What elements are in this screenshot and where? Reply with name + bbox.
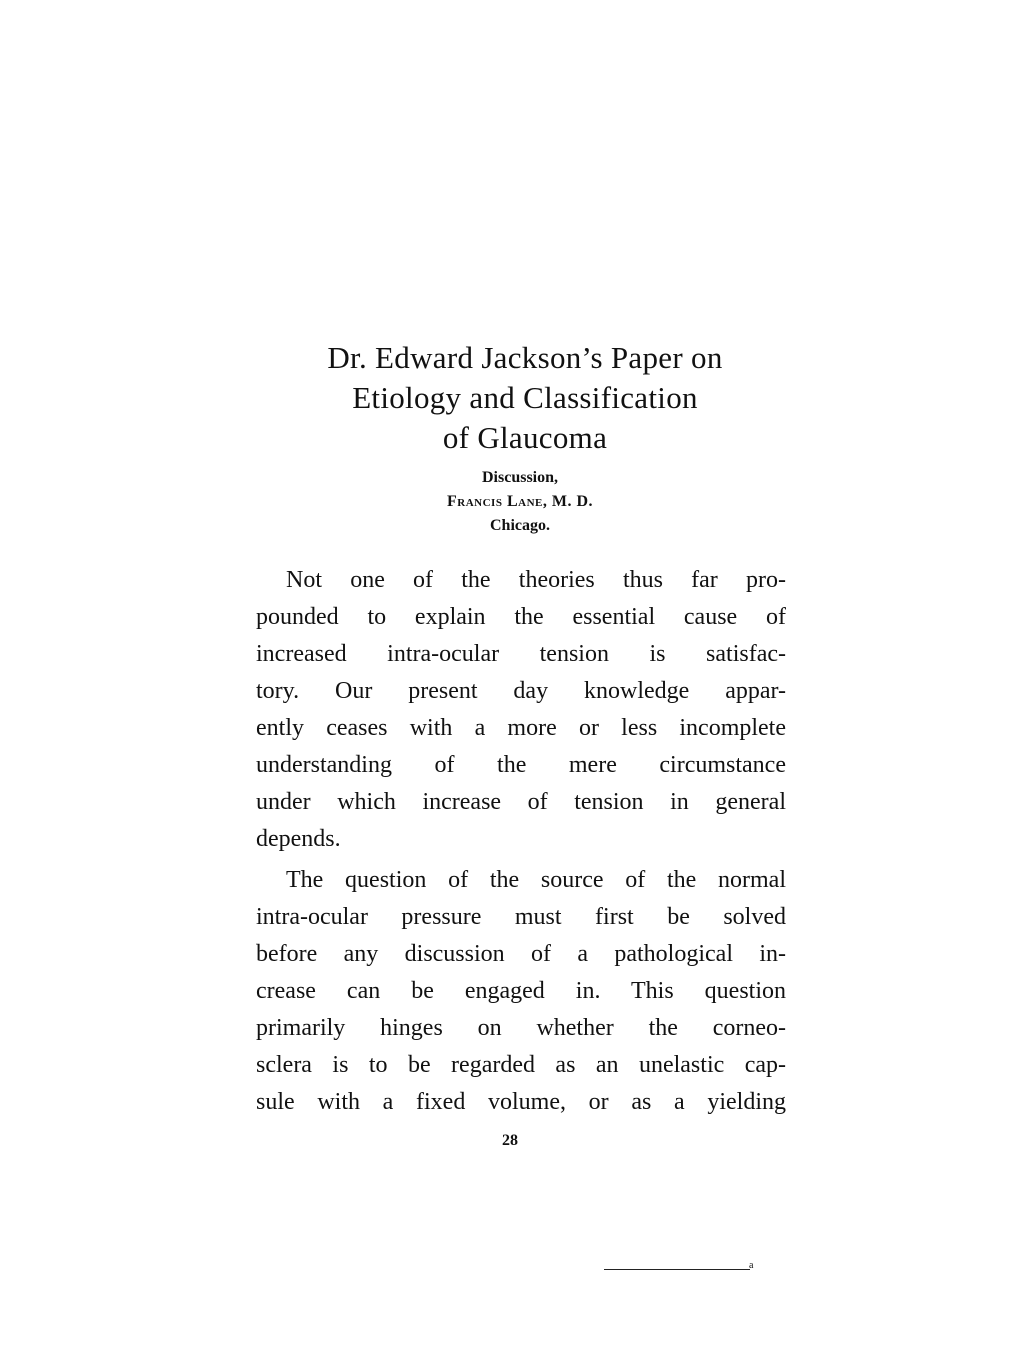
footer-rule bbox=[604, 1269, 750, 1270]
text-line: sule with a fixed volume, or as a yielding bbox=[256, 1089, 786, 1115]
paragraph-2 bbox=[256, 862, 786, 1121]
footer-mark: a bbox=[749, 1260, 754, 1271]
body-text bbox=[256, 562, 786, 1125]
text-line: ently ceases with a more or less incomplete bbox=[256, 715, 786, 741]
text-line: primarily hinges on whether the corneo- bbox=[256, 1015, 786, 1041]
text-line: understanding of the mere circumstance bbox=[256, 752, 786, 778]
text-line: under which increase of tension in general bbox=[256, 789, 786, 815]
paper-title bbox=[240, 338, 810, 458]
title-line-2: Etiology and Classification bbox=[352, 380, 698, 415]
text-line: depends. bbox=[256, 826, 341, 852]
text-line: Not one of the theories thus far pro- bbox=[286, 567, 786, 593]
text-line: crease can be engaged in. This question bbox=[256, 978, 786, 1004]
page-number: 28 bbox=[502, 1132, 518, 1149]
title-line-3: of Glaucoma bbox=[442, 420, 608, 455]
byline-author: Francis Lane, M. D. bbox=[447, 493, 593, 510]
paragraph-1 bbox=[256, 562, 786, 858]
title-line-1: Dr. Edward Jackson’s Paper on bbox=[327, 340, 723, 375]
byline bbox=[280, 466, 760, 538]
text-line: intra-ocular pressure must first be solved bbox=[256, 904, 786, 930]
text-line: before any discussion of a pathological in- bbox=[256, 941, 786, 967]
byline-label: Discussion, bbox=[481, 469, 559, 486]
text-line: pounded to explain the essential cause of bbox=[256, 604, 786, 630]
byline-location: Chicago. bbox=[490, 517, 550, 534]
text-line: The question of the source of the normal bbox=[286, 867, 786, 893]
text-line: increased intra-ocular tension is satisfac- bbox=[256, 641, 786, 667]
text-line: sclera is to be regarded as an unelastic cap- bbox=[256, 1052, 786, 1078]
text-line: tory. Our present day knowledge appar- bbox=[256, 678, 786, 704]
